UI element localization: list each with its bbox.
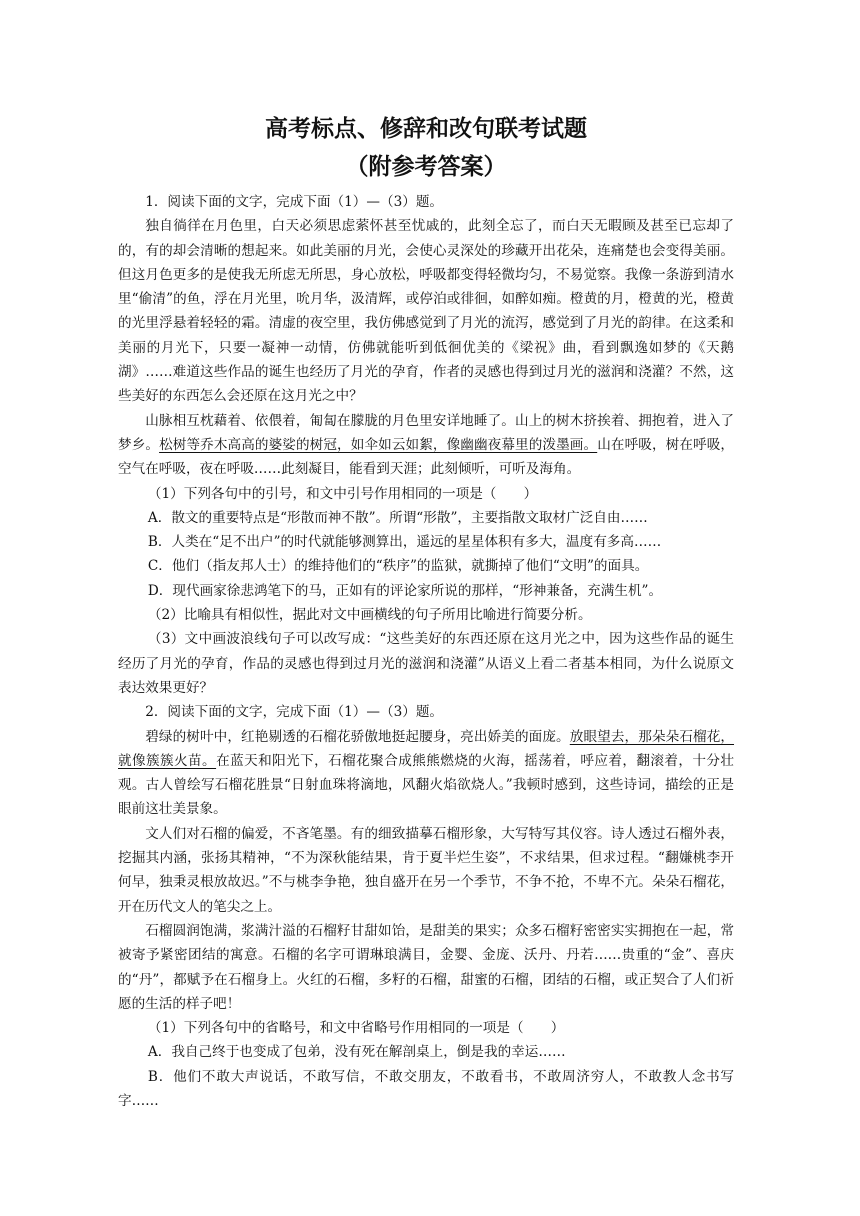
q2-passage-paragraph-1 <box>118 725 734 822</box>
page-subtitle: （附参考答案） <box>345 153 507 180</box>
q1-para2-text-a: 山脉相互枕藉着、依偎着，匍匐在朦胧的月色里安详地睡了。山上的树木挤挨着、拥抱着，进入了梦乡。 <box>118 412 734 453</box>
page-title: 高考标点、修辞和改句联考试题 <box>265 115 587 142</box>
q1-underlined-sentence: 松树等乔木高高的婆娑的树冠，如伞如云如絮，像幽幽夜幕里的泼墨画。 <box>159 436 598 453</box>
q1-subquestion-2: （2）比喻具有相似性，据此对文中画横线的句子所用比喻进行简要分析。 <box>147 607 592 624</box>
q1-subquestion-1: （1）下列各句中的引号，和文中引号作用相同的一项是（ ） <box>147 485 538 502</box>
q1-option-b: B．人类在“足不出户”的时代就能够测算出，遥远的星星体积有多大，温度有多高…… <box>147 534 662 551</box>
q1-para2-text-b: 山在呼吸，树在呼吸，空气在呼吸，夜在呼吸……此刻凝目，能看到天涯；此刻倾听，可听及海角。 <box>118 436 735 478</box>
q2-underlined-sentence: 放眼望去，那朵朵石榴花，就像簇簇火苗。 <box>118 728 735 769</box>
q1-option-d: D．现代画家徐悲鸿笔下的马，正如有的评论家所说的那样，“形神兼备，充满生机”。 <box>147 582 663 599</box>
q2-passage-paragraph-2: 文人们对石榴的偏爱，不吝笔墨。有的细致描摹石榴形象，大写特写其仪容。诗人透过石榴外表，挖掘其内涵，张扬其精神，“不为深秋能结果，肯于夏半烂生姿”，不求结果，但求过程。“翻嫌桃李开何早，独秉灵根放故迟。”不与桃李争艳，独自盛开在另一个季节，不争不抢，不卑不亢。朵朵石榴花，开在历代文人的笔尖之上。 <box>118 825 734 915</box>
q2-para1-text-b: 在蓝天和阳光下，石榴花聚合成熊熊燃烧的火海，摇荡着，呼应着，翻滚着，十分壮观。古人曾绘写石榴花胜景“日射血珠将滴地，风翻火焰欲烧人。”我顿时感到，这些诗词，描绘的正是眼前这壮美景象。 <box>118 752 735 818</box>
q2-para1-text-a: 碧绿的树叶中，红艳剔透的石榴花骄傲地挺起腰身，亮出娇美的面庞。 <box>145 728 570 745</box>
q2-passage-paragraph-3: 石榴圆润饱满，浆满汁溢的石榴籽甘甜如饴，是甜美的果实；众多石榴籽密密实实拥抱在一起，常被寄予紧密团结的寓意。石榴的名字可谓琳琅满目，金婴、金庞、沃丹、丹若……贵重的“金”、喜庆的“丹”，都赋予在石榴身上。火红的石榴，多籽的石榴，甜蜜的石榴，团结的石榴，或正契合了人们祈愿的生活的样子吧！ <box>118 922 734 1012</box>
q2-option-b: B．他们不敢大声说话，不敢写信，不敢交朋友，不敢看书，不敢周济穷人，不敢教人念书写字…… <box>118 1068 734 1109</box>
q1-passage-paragraph-1: 独自徜徉在月色里，白天必须思虑萦怀甚至忧戚的，此刻全忘了，而白天无暇顾及甚至已忘却了的，有的却会清晰的想起来。如此美丽的月光，会使心灵深处的珍藏开出花朵，连痛楚也会变得美丽。但这月色更多的是使我无所虑无所思，身心放松，呼吸都变得轻微均匀，不易觉察。我像一条游到清水里“偷清”的鱼，浮在月光里，吮月华，汲清辉，或停泊或徘徊，如醉如痴。橙黄的月，橙黄的光，橙黄的光里浮悬着轻轻的霜。清虚的夜空里，我仿佛感觉到了月光的流泻，感觉到了月光的韵律。在这柔和美丽的月光下，只要一凝神一动情，仿佛就能听到低徊优美的《梁祝》曲，看到飘逸如梦的《天鹅湖》……难道这些作品的诞生也经历了月光的孕育，作者的灵感也得到过月光的滋润和浇灌？不然，这些美好的东西怎么会还原在这月光之中？ <box>118 218 734 405</box>
q2-option-a: A．我自己终于也变成了包弟，没有死在解剖桌上，倒是我的幸运…… <box>147 1044 566 1061</box>
document-page <box>118 110 734 1113</box>
q1-option-c: C．他们（指友邦人士）的维持他们的“秩序”的监狱，就撕掉了他们“文明”的面具。 <box>147 558 649 575</box>
q1-option-a: A．散文的重要特点是“形散而神不散”。所谓“形散”，主要指散文取材广泛自由…… <box>147 509 648 526</box>
q1-passage-paragraph-2 <box>118 409 734 482</box>
q2-stem: 2．阅读下面的文字，完成下面（1）—（3）题。 <box>145 704 444 721</box>
q1-subquestion-3: （3）文中画波浪线句子可以改写成：“这些美好的东西还原在这月光之中，因为这些作品的诞生经历了月光的孕育，作品的灵感也得到过月光的滋润和浇灌”从语义上看二者基本相同，为什么说原文表达效果更好？ <box>118 631 734 696</box>
q1-stem: 1．阅读下面的文字，完成下面（1）—（3）题。 <box>145 194 444 210</box>
q2-subquestion-1: （1）下列各句中的省略号，和文中省略号作用相同的一项是（ ） <box>147 1020 565 1037</box>
